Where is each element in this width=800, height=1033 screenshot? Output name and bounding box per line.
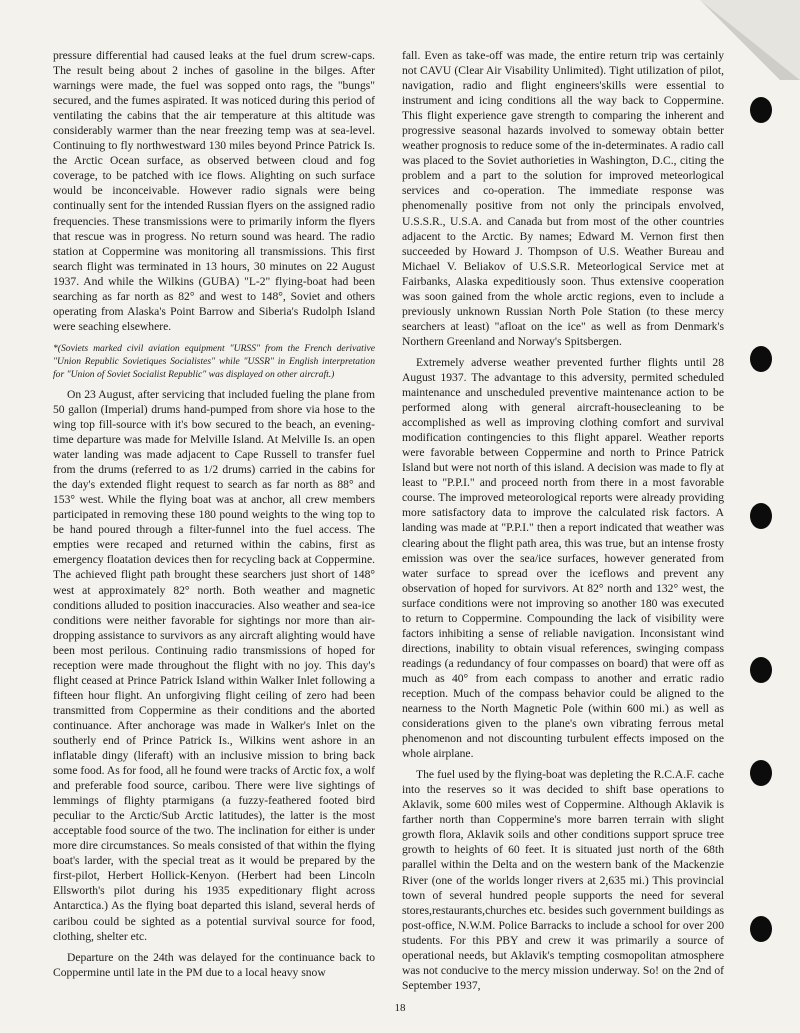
paragraph: pressure differential had caused leaks at the fuel drum screw-caps. The result being about 2 inches of gasoline in the bilges. After warnings were made, the fuel was sopped onto rags, the "bungs" secured, and the fumes aspirated. It was noticed during this period of ventilating the cabins that the air temperature at this altitude was considerably warmer than the near freezing temp was at sea-level. Continuing to fly northwestward 130 miles beyond Prince Patrick Is. the Arctic Ocean surface, as observed between cloud and fog coverage, to be patched with ice flows. Alighting on such surface would be inconceivable. However radio signals were being continually sent for the intended Russian flyers on the assigned radio frequencies. These transmissions were to primarily inform the flyers that rescue was in progress. No return sound was heard. The radio station at Coppermine was monitoring all transmissions. This first search flight was terminated in 13 hours, 30 minutes on 22 August 1937. And while the Wilkins (GUBA) "L-2" flying-boat had been searching as far north as 82° and west to 148°, Soviet and others operating from Alaska's Point Barrow and Siberia's Rudolph Island were seaching elsewhere. (53, 49, 375, 333)
binder-hole-icon (750, 760, 772, 786)
paragraph: Departure on the 24th was delayed for the continuance back to Coppermine until late in the PM due to a local heavy snow (53, 950, 375, 979)
binder-hole-icon (750, 346, 772, 372)
binder-hole-icon (750, 916, 772, 942)
binder-hole-icon (750, 97, 772, 123)
paragraph: On 23 August, after servicing that included fueling the plane from 50 gallon (Imperial) drums hand-pumped from shore via hose to the wing top fill-source with it's bow secured to the beach, an evening-time departure was made for Melville Island. At Melville Is. an open water landing was made adjacent to Cape Russell to transfer fuel from the drums (referred to as 1/2 drums) carried in the cabins for the day's extended flight request to search as far north as 88° and 153° west. While the flying boat was at anchor, all crew members participated in removing these 180 pound weights to the wing top to be hand poured through a filter-funnel into the fuel access. The empties were recaped and returned within the cabins, first as emergency floatation devices then for recycling back at Coppermine. The achieved flight path brought these searchers just short of 148° west at approximately 82° north. Both weather and magnetic conditions alluded to position inaccuracies. Also weather and sea-ice conditions were neither favorable for sightings nor more than air-dropping assistance to survivors as any aircraft alighting would have been most perilous. Continuing radio transmissions of hoped for reception were made throughout the flight with no joy. This day's flight ceased at Prince Patrick Island within Walker Inlet following a fifteen hour flight. An unforgiving flight ceiling of zero had been transmitted from Coppermine as their conditions and the aborted continuance. After anchorage was made in Walker's Inlet on the southerly end of Prince Patrick Is., Wilkins went ashore in an inflatable dingy (liferaft) with an inclusive mission to bring back some food. As for food, all he found were tracks of Arctic fox, a wolf and preferable food source, caribou. There were live sightings of lemmings of flighty ptarmigans (a fuzzy-feathered footed bird peculiar to the Arctic/Sub Arctic latitudes), the latter is the most acceptable food source of the two. The inclination for either is under more dire circumstances. So meals consisted of that within the flying boat's larder, with the special treat as it would be prepared by the first-pilot, Herbert Hollick-Kenyon. (Herbert had been Lincoln Ellsworth's pilot during his 1935 expeditionary flight across Antarctica.) As the flying boat departed this island, several herds of caribou could be sighted as a potential survival source for food, clothing, shelter etc. (53, 387, 375, 943)
paragraph: Extremely adverse weather prevented further flights until 28 August 1937. The advantage to this adversity, permited scheduled maintenance and unscheduled preventive maintenance action to be performed along with general aircraft-housecleaning to be accomplished as well as improving clothing comfort and survival modification contingencies to this flight apparel. Weather reports were favorable between Coppermine and north to Prince Patrick Island but were not north of this island. A decision was made to fly at least to "P.P.I." and proceed north from there in a most favorable course. The improved meteorological reports were already providing more satisfactory data to improve the calculated risk factors. A landing was made at "P.P.I." then a report indicated that weather was clearing about the flight path area, this was true, but an intense frosty emission was over the sea/ice surfaces, however generated from water surface to spread over the iceflows and prevent any observation of hoped for survivors. At 82° north and 132° west, the surface conditions were not improving so another 180 was executed to return to Coppermine. Compounding the lack of visibility were factors inhibiting a sense of reliable navigation. Inconsistant wind directions, inability to obtain visual references, swinging compass readings (a redundancy of four compasses on board) that were off as much as 40° from each compass to another and erratic radio reception. Much of the compass behavior could be aligned to the nearness to the North Magnetic Pole (within 600 mi.) as well as considerations given to the plane's own vibrating ferrous metal phenomenon and not discounting turbulent effects imposed on the whole airplane. (402, 355, 724, 761)
left-column (53, 48, 375, 980)
paragraph: The fuel used by the flying-boat was depleting the R.C.A.F. cache into the reserves so it was decided to shift base operations to Aklavik, some 600 miles west of Coppermine. Although Aklavik is farther north than Coppermine's more barren terrain with slight growth flora, Aklavik soils and other conditions support spruce tree growth to heights of 60 feet. It is situated just north of the 68th parallel within the Delta and on the western bank of the Mackenzie River (one of the worlds longer rivers at 2,635 mi.) This provincial town of several hundred people supports the need for several stores,restaurants,churches etc. besides such government buildings as post-office, N.W.M. Police Barracks to include a school for over 200 students. For this PBY and crew it was primarily a source of operational needs, but Aklavik's tempting cosmopolitan atmosphere was not conducive to the mercy mission underway. So! on the 2nd of September 1937, (402, 768, 724, 992)
right-column (402, 48, 724, 993)
binder-hole-icon (750, 657, 772, 683)
footnote: *(Soviets marked civil aviation equipment "URSS" from the French derivative "Union Republic Sovietiques Socialistes" while "USSR" in English interpretation for "Union of Soviet Socialist Republic" was displayed on other aircraft.) (53, 342, 375, 380)
paragraph: fall. Even as take-off was made, the entire return trip was certainly not CAVU (Clear Air Visability Unlimited). Tight utilization of pilot, navigation, radio and flight engineers'skills were essential to instrument and icing conditions all the way back to Coppermine. This flight experience gave strength to comparing the inherent and progressive seasonal hazards involved to someway obtain better weather prognosis to reduce some of the in-determinates. A radio call was placed to the Soviet authorieties in Washington, D.C., citing the problem and a part to the solution for improved meteorlogical services and co-operation. The immediate response was phenomenally positive from not only the principals envolved, U.S.S.R., U.S.A. and Canada but from most of the other countries adjacent to the Arctic. By names; Edward M. Vernon first then succeeded by Howard J. Thompson of U.S. Weather Bureau and Michael V. Beliakov of U.S.S.R. Meteorlogical Service met at Fairbanks, Alaska expeditiously soon. Thus extensive cooperation was soon gained from the whole arctic regions, even to include a previously unknown Russian North Pole Station (to these mercy searchers at least) "afloat on the ice" as well as from Denmark's Northern Greenland and Norway's Spitsbergen. (402, 49, 724, 348)
binder-hole-icon (750, 503, 772, 529)
page-number: 18 (394, 1002, 406, 1014)
